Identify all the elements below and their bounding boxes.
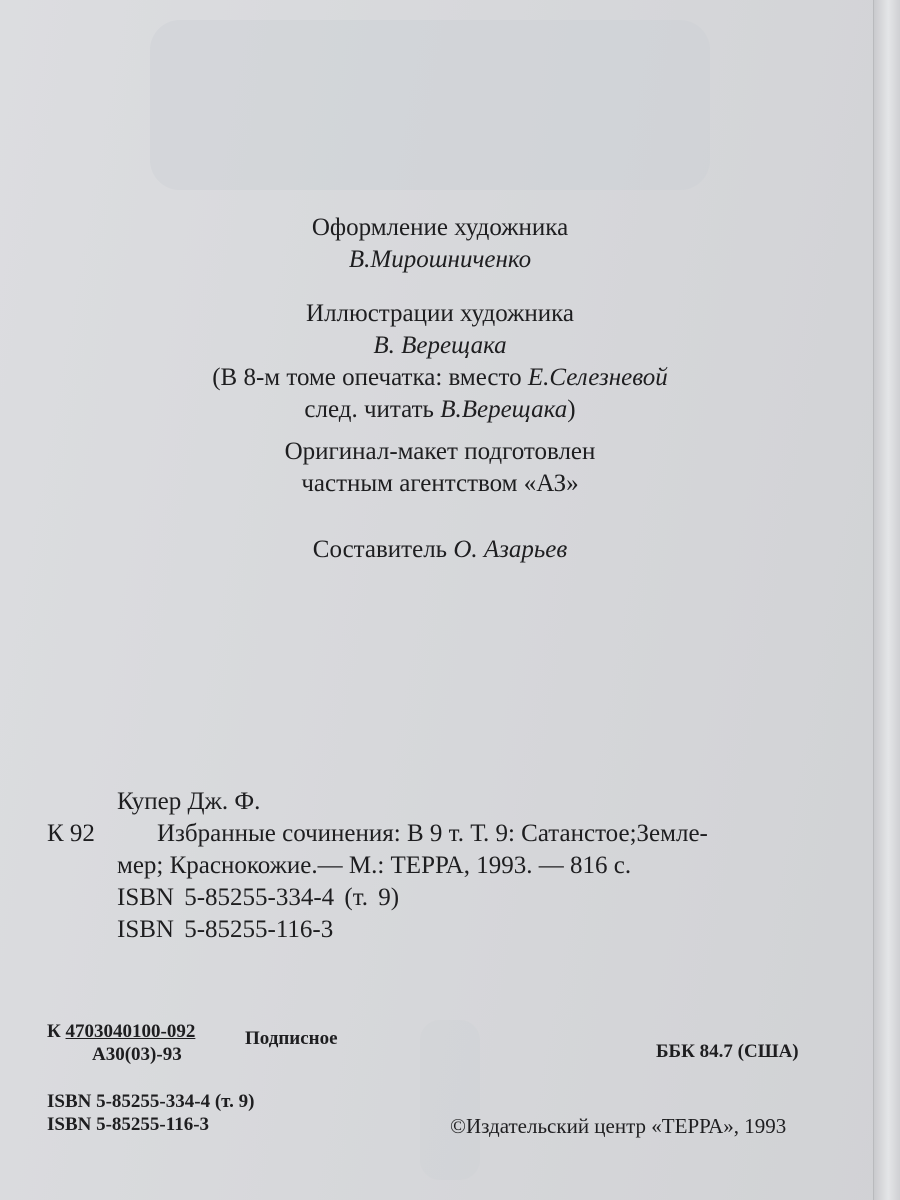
layout-note: [0, 436, 880, 500]
record-isbn: ISBN 5-85255-116-3: [117, 916, 334, 943]
erratum-old-name: Е.Селезневой: [527, 364, 668, 391]
compiler-label: Составитель: [312, 536, 454, 563]
compiler-name: О. Азарьев: [453, 536, 568, 563]
page-fold: [873, 0, 900, 1200]
illustrations-credit: [0, 298, 880, 426]
illustrations-artist: В. Верещака: [373, 332, 507, 359]
show-through-shape: [150, 20, 710, 190]
design-credit: [0, 212, 880, 276]
erratum-close: ): [567, 396, 576, 423]
layout-note-line: частным агентством «АЗ»: [301, 470, 579, 497]
record-author: Купер Дж. Ф.: [117, 788, 261, 815]
erratum-line-2: [0, 394, 880, 426]
design-label: Оформление художника: [311, 214, 569, 241]
catalog-code: [47, 1020, 195, 1044]
compiler-credit: [0, 534, 880, 566]
bbk-code: ББК 84.7 (США): [656, 1041, 799, 1062]
erratum-new-name: В.Верещака: [440, 396, 568, 423]
copyright-notice: ©Издательский центр «ТЕРРА», 1993: [450, 1114, 787, 1138]
erratum-text: след. читать: [304, 396, 441, 423]
imprint-isbn: ISBN 5-85255-334-4 (т. 9): [47, 1091, 255, 1112]
design-artist: В.Мирошниченко: [348, 246, 532, 273]
record-isbn: ISBN 5-85255-334-4 (т. 9): [117, 884, 400, 911]
illustrations-label: Иллюстрации художника: [306, 300, 574, 327]
catalog-number: 4703040100-092: [65, 1021, 196, 1042]
record-title-line: мер; Краснокожие.— М.: ТЕРРА, 1993. — 816 с.: [117, 852, 632, 879]
erratum-line-1: [0, 362, 880, 394]
catalog-prefix: К: [47, 1021, 66, 1042]
show-through-shape: [420, 1020, 480, 1180]
imprint-isbn: ISBN 5-85255-116-3: [47, 1114, 210, 1135]
record-title-line: Избранные сочинения: В 9 т. Т. 9: Сатанстое;Земле-: [157, 820, 708, 847]
subscription-label: Подписное: [245, 1028, 338, 1049]
layout-note-line: Оригинал-макет подготовлен: [284, 438, 596, 465]
erratum-text: (В 8-м томе опечатка: вместо: [212, 364, 528, 391]
catalog-subcode: А30(03)-93: [92, 1044, 182, 1065]
record-code: К 92: [47, 820, 95, 847]
bibliographic-record: [0, 786, 880, 946]
